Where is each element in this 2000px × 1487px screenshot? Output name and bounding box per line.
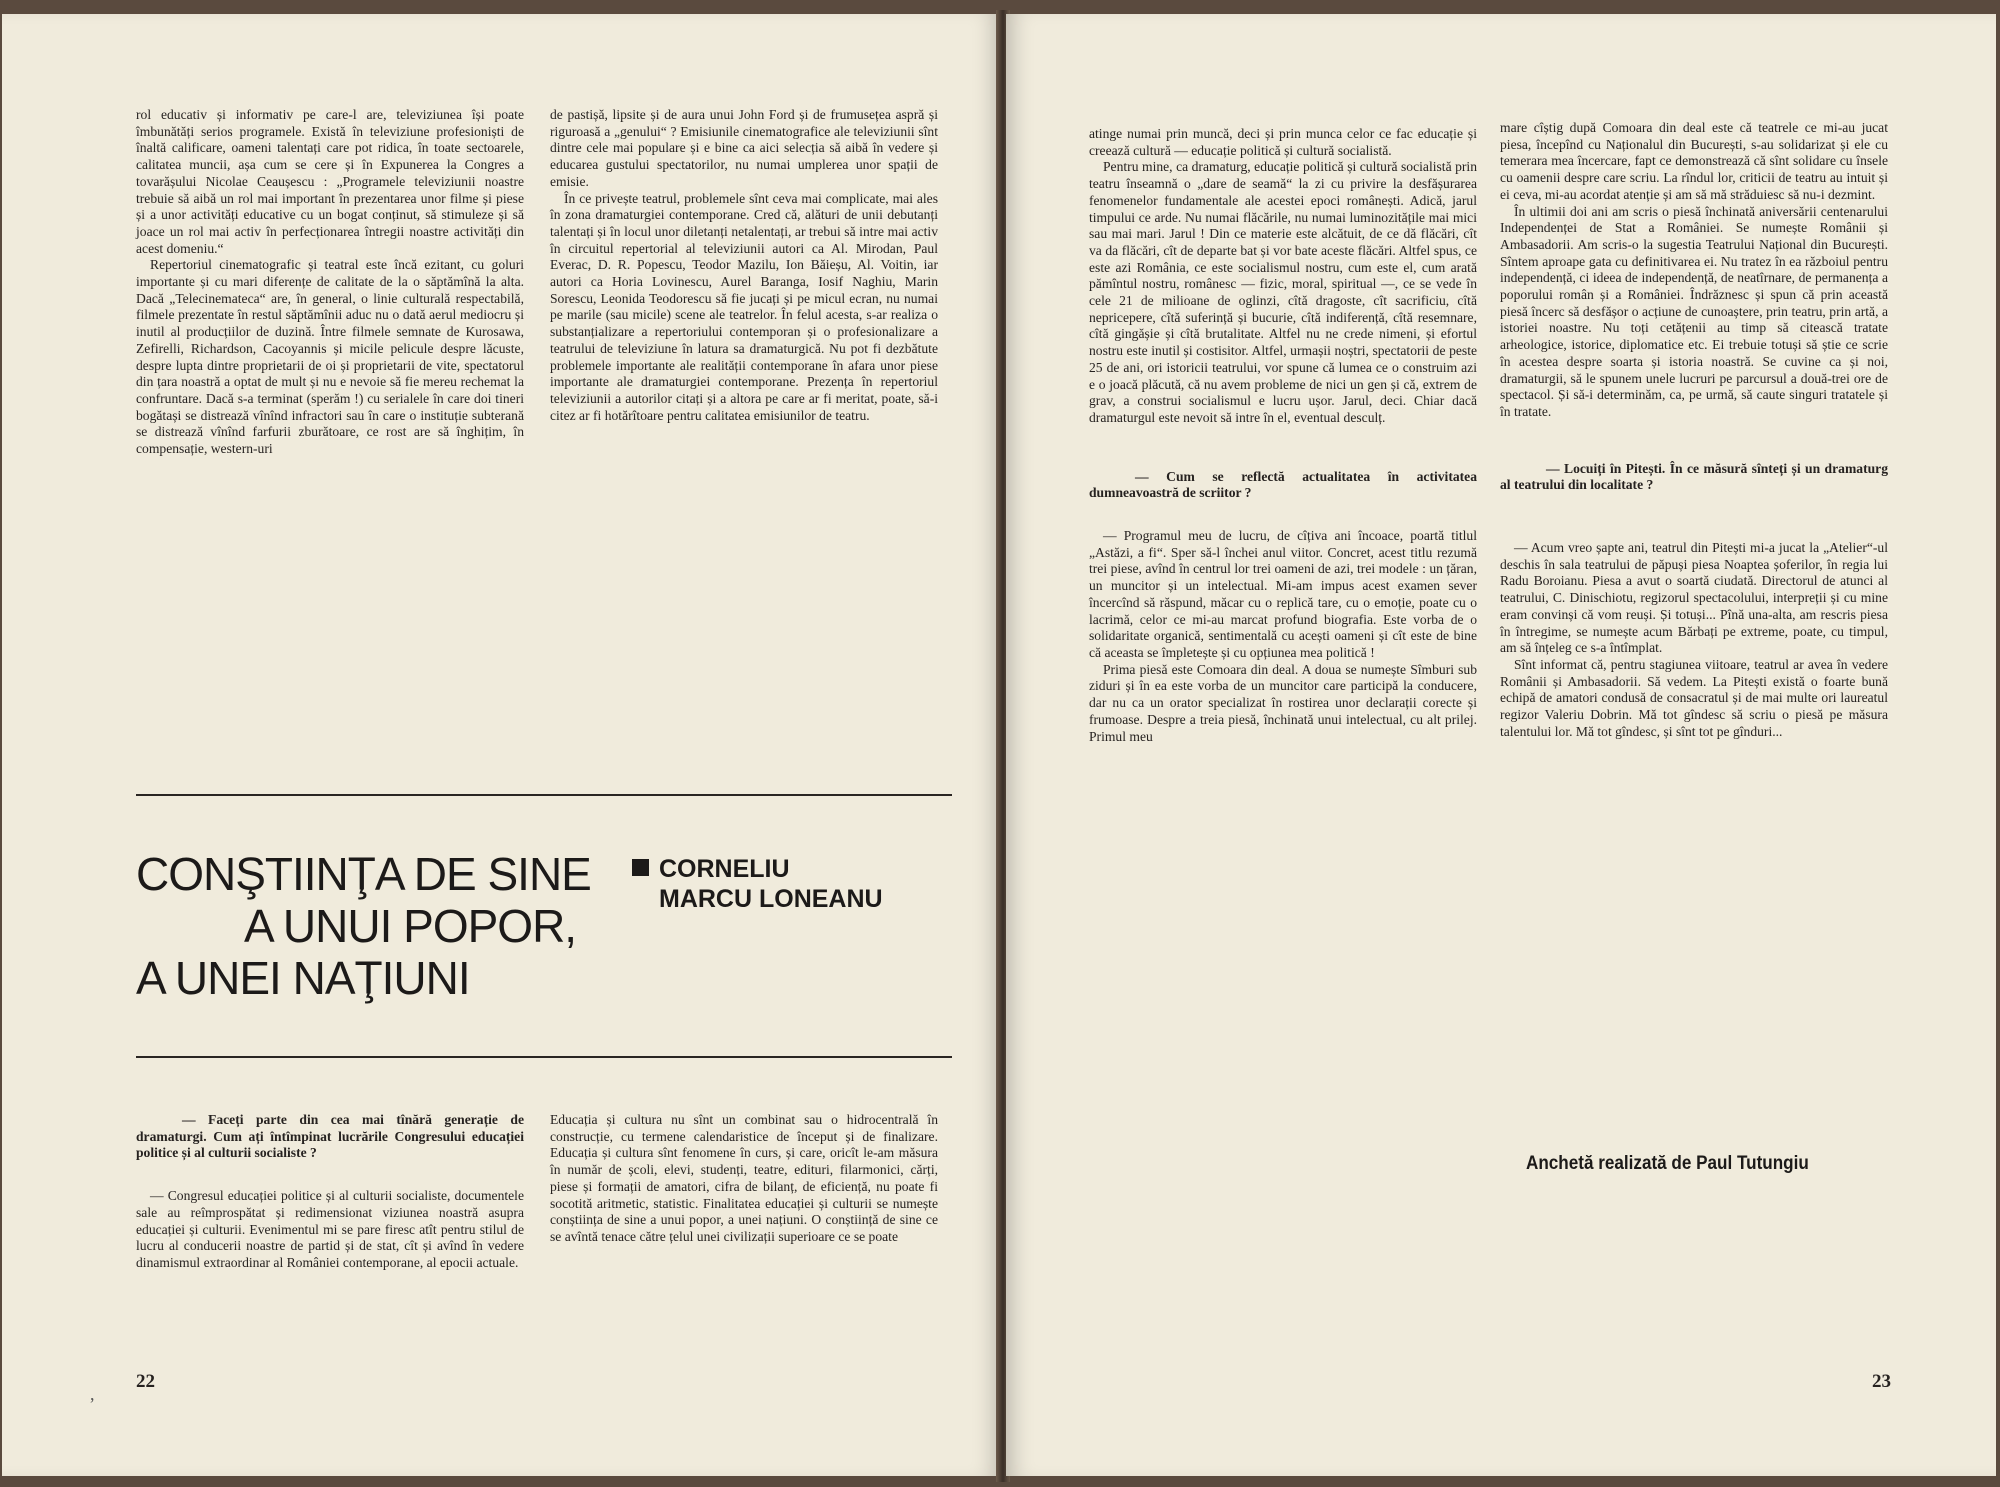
interview-answer: — Programul meu de lucru, de cîțiva ani încoace, poartă titlul „Astăzi, a fi“. Sper să-l închei anul viitor. Concret, acest titlu rezumă trei piese, avînd în centrul lor trei oameni de azi, trei modele : un țăran, un muncitor și un intelectual. Mi-am impus acest examen sever încercînd să răspund, măcar cu o replică tare, cu o emoție, poate cu o lacrimă, celor ce mi-au marcat profund biografia. Este vorba de o solidaritate organică, sentimentală cu acești oameni și cît este de bine că aceasta se împletește și cu opțiunea mea politică ! [1089,528,1477,660]
paragraph: Repertoriul cinematografic și teatral este încă ezitant, cu goluri importante și cu mari diferențe de calitate de la o săptămînă la alta. Dacă „Telecinemateca“ are, în general, o linie culturală respectabilă, filmele prezentate în restul săptămînii aduc nu o dată aerul mediocru și inutil al producțiilor de duzină. Între filmele semnate de Kurosawa, Zefirelli, Richardson, Cacoyannis și micile pelicule despre lăcuste, despre lupta dintre proprietarii de oi și proprietarii de vite, spectatorul din țara noastră a optat de mult și nu e nevoie să fie mereu rechemat la confruntare. Dacă s-a terminat (sperăm !) cu serialele în care doi tineri bogătași se distrează vînînd infractori sau în care o instituție subterană se distrează vînînd farfurii zburătoare, ce rost are să înghițim, în compensație, western-uri [136,257,524,457]
left-page [2,14,1000,1476]
left-interview-column-1 [136,1112,524,1272]
bottom-rule [136,1056,952,1058]
byline-square-icon [632,859,649,876]
paragraph: rol educativ și informativ pe care-l are, televiziunea își poate îmbunătăți serios programele. Există în televiziune profesioniști de înaltă calificare, oameni talentați care pot ridica, în toate sectoarele, calitatea muncii, așa cum se cere și în Expunerea la Congres a tovarășului Nicolae Ceaușescu : „Programele televiziunii noastre trebuie să aibă un rol mai important în prezentarea unor filme și piese și a unor activități educative cu un bogat conținut, să stimuleze și să joace un rol mai activ în perfecționarea întregii noastre activități din acest domeniu.“ [136,107,524,256]
page-number: 23 [1872,1371,1891,1392]
article-credit: Anchetă realizată de Paul Tutungiu [1526,1153,1809,1174]
interview-answer: Prima piesă este Comoara din deal. A doua se numește Sîmburi sub ziduri și în ea este vorba de un muncitor care participă la conducere, dar nu ca un orator specializat în rostirea unor declarații corecte și frumoase. Despre a treia piesă, închinată unui intelectual, cu alt prilej. Primul meu [1089,661,1477,744]
interview-question: — Cum se reflectă actualitatea în activitatea dumneavoastră de scriitor ? [1089,468,1477,501]
paragraph: În ultimii doi ani am scris o piesă închinată aniversării centenarului Independenței de Stat a României. Se numește Românii și Ambasadorii. Am scris-o la sugestia Teatrului Național din București. Sîntem aproape gata cu definitivarea ei. Nu tratez în ea războiul pentru independență, ci ideea de independență, de neatîrnare, de permanența a poporului român și a României. Îndrăznesc și spun că prin această piesă încerc să desfășor o acțiune de cunoaștere, prin teatru, prin artă, a istoriei noastre. Nu toți cetățenii au timp să citească tratate arheologice, istorice, diplomatice etc. Ei trebuie totuși să știe ce scrie în acestea despre soarta și istoria noastră. Se cuvine ca și noi, dramaturgii, să le spunem unele lucruri pe parcursul a două-trei ore de spectacol. Și să-i determinăm, ca, pe urmă, să caute singuri tratatele și în tratate. [1500,203,1888,419]
paragraph: de pastișă, lipsite și de aura unui John Ford și de frumusețea aspră și riguroasă a „genului“ ? Emisiunile cinematografice ale televiziunii sînt dintre cele mai populare și e bine ca aici selecția să aibă în vedere și educarea gustului spectatorilor, nu numai umplerea unor spații de emisie. [550,107,938,189]
interview-answer: — Acum vreo șapte ani, teatrul din Pitești mi-a jucat la „Atelier“-ul deschis în sala teatrului de păpuși piesa Noaptea șoferilor, în regia lui Radu Boroianu. Piesa a avut o soartă ciudată. Directorul de atunci al teatrului, C. Dinischiotu, regizorul spectacolului, interpreții și cu mine eram convinși că vom reuși. Și totuși... Pînă una-alta, am rescris piesa în întregime, se numește acum Bărbați pe extreme, poate, cu timpul, am să înțeleg ce s-a întîmplat. [1500,540,1888,656]
right-page [1006,14,1996,1476]
paragraph: atinge numai prin muncă, deci și prin munca celor ce fac educație și creează cultură — educație politică și cultură socialistă. [1089,126,1477,158]
article-title-line-1: CONŞTIINŢA DE SINE [136,848,591,900]
interview-question: — Locuiți în Pitești. În ce măsură sînteți și un dramaturg al teatrului din localitate ? [1500,460,1888,493]
right-column-2 [1500,120,1888,741]
paragraph: În ce privește teatrul, problemele sînt ceva mai complicate, mai ales în zona dramaturgiei contemporane. Cred că, alături de unii debutanți talentați și în locul unor diletanți netalentați, ar trebui să intre mai activ în circuitul repertorial al televiziunii autori ca Al. Mirodan, Paul Everac, D. R. Popescu, Teodor Mazilu, Ion Băieșu, Al. Voitin, iar autori ca Horia Lovinescu, Aurel Baranga, Iosif Naghiu, Marin Sorescu, Leonida Teodorescu să fie jucați și pe micul ecran, nu numai pe marile (sau micile) scene ale teatrelor. În felul acesta, s-ar realiza o substanțializare a repertoriului contemporan și o profesionalizare a teatrului de televiziune în latura sa dramaturgică. Nu pot fi dezbătute problemele importante ale realității contemporane în afara unor piese importante ale dramaturgiei contemporane. Prezența în repertoriul televiziunii a autorilor citați și a altora pe care ar fi meritat, poate, să-i citez ar fi hotărîtoare pentru calitatea emisiunilor de teatru. [550,190,938,423]
article-title-line-2: A UNUI POPOR, [244,900,577,952]
left-interview-column-2 [550,1112,938,1246]
interview-answer-continued: Educația și cultura nu sînt un combinat sau o hidrocentrală în construcție, cu termene calendaristice de început și de finalizare. Educația și cultura sînt fenomene în curs, și care, oricît le-am măsura în număr de școli, elevi, studenți, teatre, edituri, filarmonici, cărți, piese și formații de amatori, cifra de bilanț, de eficiență, nu poate fi socotită aritmetic, statistic. Finalitatea educației și culturii se numește conștiința de sine a unui popor, a unei națiuni. O conștiință de sine ce se avîntă tenace către țelul unei civilizații superioare ce se poate [550,1112,938,1244]
author-first-name: CORNELIU [659,855,790,883]
article-title-line-3: A UNEI NAŢIUNI [136,952,470,1004]
right-column-1 [1089,126,1477,745]
interview-question: — Faceți parte din cea mai tînără generație de dramaturgi. Cum ați întîmpinat lucrările Congresului educației politice și al culturii socialiste ? [136,1112,524,1161]
top-rule [136,794,952,796]
interview-answer: Sînt informat că, pentru stagiunea viitoare, teatrul ar avea în vedere Românii și Ambasadorii. Să vedem. La Pitești există o foarte bună echipă de amatori condusă de consacratul și de mai multe ori laureatul regizor Valeriu Dobrin. Mă tot gîndesc să scriu o piesă pe măsura talentului lor. Mă tot gîndesc, și sînt tot pe gînduri... [1500,656,1888,739]
page-number: 22 [136,1371,155,1392]
author-byline [632,854,883,914]
paragraph: Pentru mine, ca dramaturg, educație politică și cultură socialistă prin teatru înseamnă o „dare de seamă“ la zi cu privire la desfășurarea fenomenelor fundamentale ale acestei epoci românești. Adică, jarul timpului ce arde. Nu numai flăcările, nu numai luminozitățile mai mici sau mai mari. Jarul ! Din ce materie este alcătuit, de ce dă flăcări, cît va da flăcări, cît de departe bat și vor bate aceste flăcări. Altfel spus, ce este azi România, ce este socialismul nostru, cum este el, cum arată pămîntul nostru, românesc — fizic, moral, spiritual —, ce se vede în cele 21 de milioane de oglinzi, cîtă dragoste, cît sacrificiu, cîtă nepricepere, cîtă suferință și bucurie, cîtă indiferență, cîtă resemnare, cîtă gingășie și cîtă brutalitate. Altfel nu ne crede nimeni, și efortul nostru este inutil și costisitor. Altfel, urmașii noștri, spectatorii de peste 25 de ani, ori istoricii teatrului, vor spune că lumea ce o construim azi e o joacă plăcută, că nu avem probleme de nici un gen și că, extrem de grav, a construi socialismul e lucru ușor. Jarul, deci. Chiar dacă dramaturgul este nevoit să intre în el, eventual desculț. [1089,159,1477,425]
author-last-name: MARCU LONEANU [659,885,883,913]
left-column-1 [136,107,524,458]
left-column-2 [550,107,938,424]
pen-mark: , [90,1384,95,1404]
interview-answer: — Congresul educației politice și al culturii socialiste, documentele sale au reîmprospătat și redimensionat viziunea noastră asupra educației și culturii. Evenimentul mi se pare firesc atît pentru stilul de lucru al conducerii noastre de partid și de stat, cît și avînd în vedere dinamismul extraordinar al României contemporane, al epocii actuale. [136,1188,524,1270]
paragraph: mare cîștig după Comoara din deal este că teatrele ce mi-au jucat piesa, începînd cu Naționalul din București, s-au solidarizat și ele cu temerara mea încercare, fapt ce demonstrează că sînt solidare cu însele cu oamenii despre care scriu. La rîndul lor, criticii de teatru au intuit și ei ceva, mi-au acordat atenție și am să mă străduiesc să nu-i dezmint. [1500,120,1888,202]
